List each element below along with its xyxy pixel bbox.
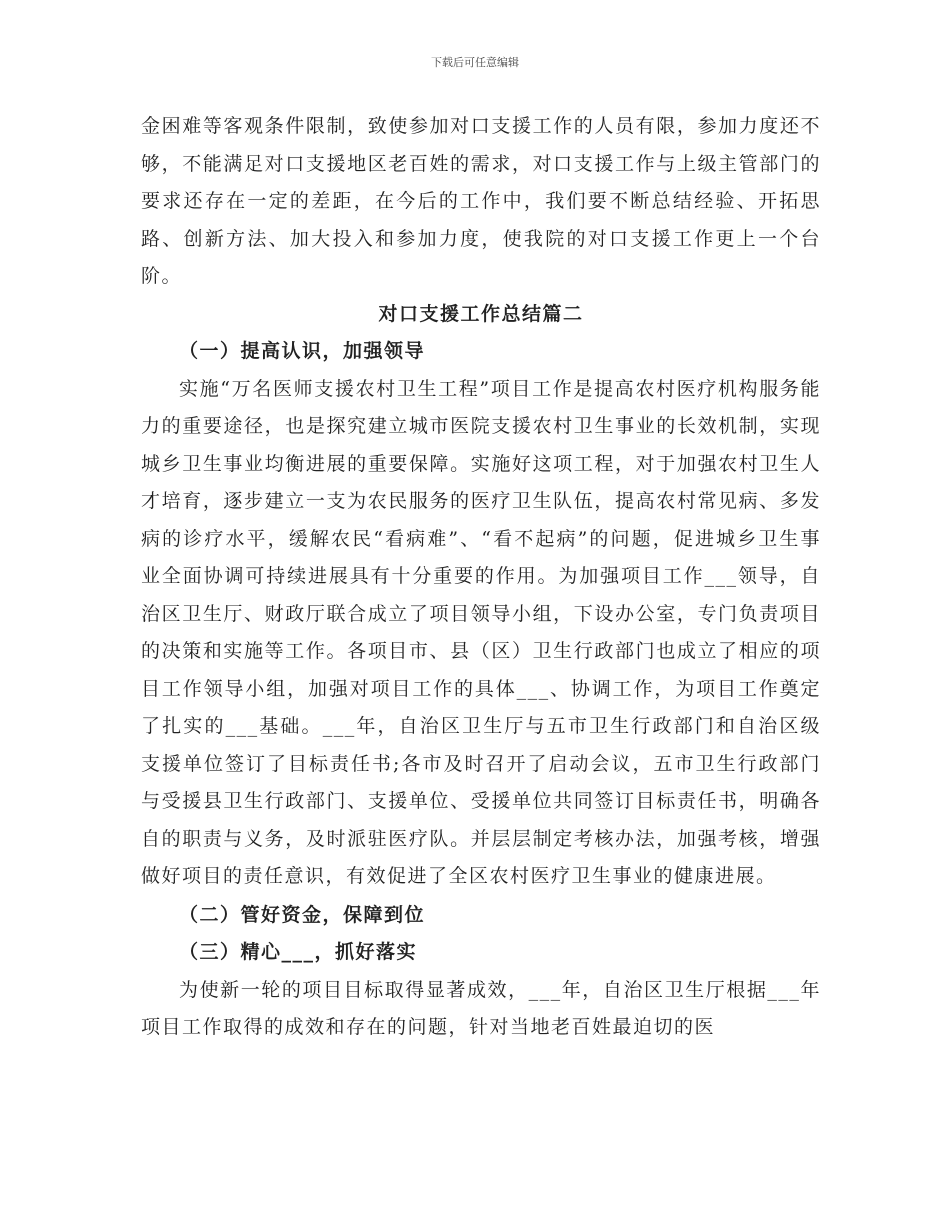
heading-raise-awareness: （一）提高认识，加强领导 xyxy=(179,340,426,362)
paragraph-implementation: 为使新一轮的项目目标取得显著成效，___年，自治区卫生厅根据___年项目工作取得的成效和存在的问题，针对当地老百姓最迫切的医 xyxy=(141,978,821,1038)
section-title: 对口支援工作总结篇二 xyxy=(378,302,584,325)
paragraph-continued: 金困难等客观条件限制，致使参加对口支援工作的人员有限，参加力度还不够，不能满足对口支援地区老百姓的需求，对口支援工作与上级主管部门的要求还存在一定的差距，在今后的工作中，我们要不断总结经验、开拓思路、创新方法、加大投入和参加力度，使我院的对口支援工作更上一个台阶。 xyxy=(141,115,821,287)
paragraph-raise-awareness: 实施“万名医师支援农村卫生工程”项目工作是提高农村医疗机构服务能力的重要途径，也是探究建立城市医院支援农村卫生事业的长效机制，实现城乡卫生事业均衡进展的重要保障。实施好这项工程，对于加强农村卫生人才培育，逐步建立一支为农民服务的医疗卫生队伍，提高农村常见病、多发病的诊疗水平，缓解农民“看病难”、“看不起病”的问题，促进城乡卫生事业全面协调可持续进展具有十分重要的作用。为加强项目工作___领导，自治区卫生厅、财政厅联合成立了项目领导小组，下设办公室，专门负责项目的决策和实施等工作。各项目市、县（区）卫生行政部门也成立了相应的项目工作领导小组，加强对项目工作的具体___、协调工作，为项目工作奠定了扎实的___基础。___年，自治区卫生厅与五市卫生行政部门和自治区级支援单位签订了目标责任书;各市及时召开了启动会议，五市卫生行政部门与受援县卫生行政部门、支援单位、受援单位共同签订目标责任书，明确各自的职责与义务，及时派驻医疗队。并层层制定考核办法，加强考核，增强做好项目的责任意识，有效促进了全区农村医疗卫生事业的健康进展。 xyxy=(141,377,821,887)
heading-implementation: （三）精心___，抓好落实 xyxy=(179,941,418,963)
heading-manage-funds: （二）管好资金，保障到位 xyxy=(179,903,426,926)
page-header-note: 下载后可任意编辑 xyxy=(431,56,519,69)
document-body xyxy=(141,108,821,1047)
